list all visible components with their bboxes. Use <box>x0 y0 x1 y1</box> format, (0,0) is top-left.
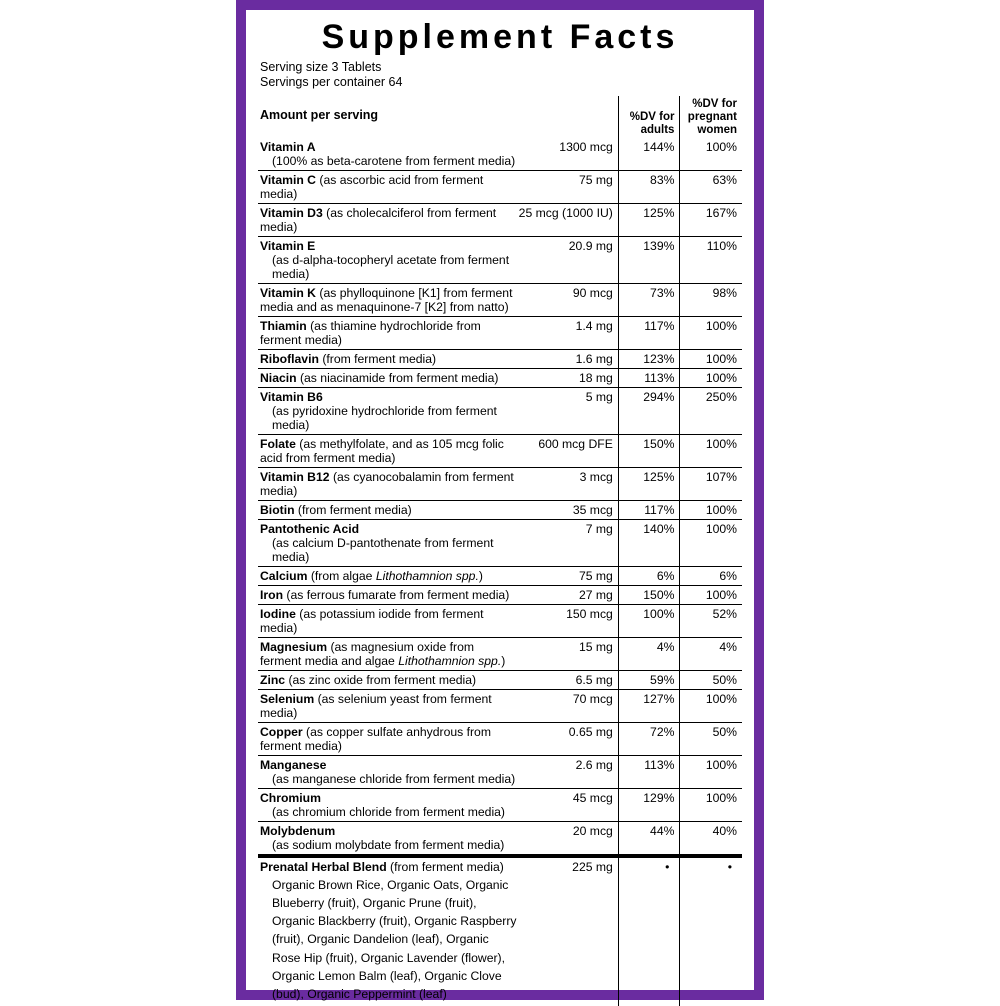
nutrient-name: Thiamin <box>260 318 307 333</box>
table-row <box>258 755 742 788</box>
table-row <box>258 138 742 171</box>
amount-cell: 3 mcg <box>519 467 619 500</box>
nutrient-name: Copper <box>260 724 303 739</box>
dv-adults-cell: 150% <box>618 434 680 467</box>
table-row <box>258 467 742 500</box>
table-row <box>258 566 742 585</box>
dv-pregnant-cell: 6% <box>680 566 742 585</box>
amount-cell: 150 mcg <box>519 604 619 637</box>
dv-pregnant-header: %DV for pregnant women <box>680 96 742 138</box>
nutrient-name: Iodine <box>260 606 296 621</box>
dv-adults-cell: 125% <box>618 203 680 236</box>
nutrient-cell <box>258 138 519 171</box>
nutrient-cell <box>258 604 519 637</box>
amount-cell: 6.5 mg <box>519 670 619 689</box>
dv-pregnant-cell: 167% <box>680 203 742 236</box>
nutrient-cell <box>258 585 519 604</box>
blend-name: Prenatal Herbal Blend <box>260 859 387 874</box>
nutrient-cell <box>258 637 519 670</box>
nutrient-detail: (as ferrous fumarate from ferment media) <box>286 587 510 602</box>
nutrient-name: Calcium <box>260 568 308 583</box>
nutrient-detail: (as magnesium oxide from ferment media and algae Lithothamnion spp.) <box>260 639 506 668</box>
dv-pregnant-cell: 4% <box>680 637 742 670</box>
nutrient-name: Vitamin A <box>260 139 316 154</box>
nutrient-cell <box>258 500 519 519</box>
dv-pregnant-cell: 40% <box>680 821 742 856</box>
dv-pregnant-cell: 100% <box>680 316 742 349</box>
dv-pregnant-cell: 110% <box>680 236 742 283</box>
dv-adults-cell: 117% <box>618 316 680 349</box>
table-row <box>258 349 742 368</box>
nutrient-detail: (as thiamine hydrochloride from ferment media) <box>260 318 481 347</box>
nutrient-name: Vitamin K <box>260 285 316 300</box>
table-row <box>258 368 742 387</box>
nutrient-detail: (as selenium yeast from ferment media) <box>260 691 492 720</box>
nutrient-cell <box>258 689 519 722</box>
dv-adults-cell: 117% <box>618 500 680 519</box>
amount-cell: 1.6 mg <box>519 349 619 368</box>
nutrient-name: Folate <box>260 436 296 451</box>
dv-pregnant-cell: 100% <box>680 519 742 566</box>
nutrient-detail: (as pyridoxine hydrochloride from ferment media) <box>272 403 497 432</box>
dv-pregnant-cell: 50% <box>680 722 742 755</box>
table-row <box>258 689 742 722</box>
nutrient-name: Niacin <box>260 370 297 385</box>
dv-pregnant-cell: 100% <box>680 138 742 171</box>
dv-pregnant-cell: 100% <box>680 585 742 604</box>
serving-size: Serving size 3 Tablets <box>260 59 382 74</box>
nutrient-detail: (as copper sulfate anhydrous from ferment media) <box>260 724 491 753</box>
nutrient-cell <box>258 368 519 387</box>
nutrient-detail: (as phylloquinone [K1] from ferment media and as menaquinone-7 [K2] from natto) <box>260 285 513 314</box>
nutrient-name: Selenium <box>260 691 315 706</box>
dv-adults-cell: 140% <box>618 519 680 566</box>
dv-adults-cell: 72% <box>618 722 680 755</box>
table-row <box>258 387 742 434</box>
nutrient-cell <box>258 434 519 467</box>
amount-cell: 75 mg <box>519 170 619 203</box>
nutrient-detail: (as chromium chloride from ferment media) <box>272 804 505 819</box>
dv-pregnant-cell: 100% <box>680 349 742 368</box>
nutrient-cell <box>258 821 519 856</box>
dv-adults-cell: 113% <box>618 368 680 387</box>
amount-cell: 20.9 mg <box>519 236 619 283</box>
amount-cell: 15 mg <box>519 637 619 670</box>
nutrition-table <box>258 96 742 1006</box>
nutrient-cell <box>258 722 519 755</box>
dv-pregnant-cell: 50% <box>680 670 742 689</box>
table-row <box>258 283 742 316</box>
nutrient-cell <box>258 788 519 821</box>
amount-cell: 600 mcg DFE <box>519 434 619 467</box>
amount-cell: 45 mcg <box>519 788 619 821</box>
nutrient-cell <box>258 519 519 566</box>
label-panel <box>246 10 754 1002</box>
nutrient-name: Riboflavin <box>260 351 319 366</box>
dv-adults-cell: 100% <box>618 604 680 637</box>
nutrient-cell <box>258 670 519 689</box>
nutrient-detail: (as sodium molybdate from ferment media) <box>272 837 505 852</box>
table-row <box>258 670 742 689</box>
nutrient-cell <box>258 387 519 434</box>
nutrient-cell <box>258 203 519 236</box>
nutrient-cell <box>258 236 519 283</box>
nutrient-cell <box>258 283 519 316</box>
nutrient-detail: (from algae Lithothamnion spp.) <box>310 568 483 583</box>
purple-border-frame <box>236 0 764 1000</box>
table-row <box>258 203 742 236</box>
nutrient-detail: (as calcium D-pantothenate from ferment media) <box>272 535 494 564</box>
table-row <box>258 236 742 283</box>
table-row <box>258 637 742 670</box>
amount-cell: 1.4 mg <box>519 316 619 349</box>
table-row <box>258 821 742 856</box>
amount-cell: 35 mcg <box>519 500 619 519</box>
page-title: Supplement Facts <box>321 18 679 56</box>
table-row <box>258 722 742 755</box>
dv-adults-header: %DV for adults <box>618 96 680 138</box>
dv-pregnant-cell: 100% <box>680 755 742 788</box>
nutrient-detail: (from ferment media) <box>297 502 412 517</box>
dv-pregnant-cell: 52% <box>680 604 742 637</box>
dv-adults-cell: 6% <box>618 566 680 585</box>
amount-cell: 18 mg <box>519 368 619 387</box>
dv-adults-cell: 83% <box>618 170 680 203</box>
dv-pregnant-cell: 63% <box>680 170 742 203</box>
nutrient-name: Magnesium <box>260 639 328 654</box>
amount-cell: 25 mcg (1000 IU) <box>519 203 619 236</box>
amount-cell: 27 mg <box>519 585 619 604</box>
dv-pregnant-cell: 100% <box>680 500 742 519</box>
nutrient-detail: (as niacinamide from ferment media) <box>299 370 499 385</box>
nutrient-name: Zinc <box>260 672 286 687</box>
dv-pregnant-cell: 250% <box>680 387 742 434</box>
nutrient-detail: (as methylfolate, and as 105 mcg folic acid from ferment media) <box>260 436 504 465</box>
nutrient-name: Chromium <box>260 790 321 805</box>
nutrient-cell <box>258 467 519 500</box>
nutrient-name: Biotin <box>260 502 295 517</box>
table-row <box>258 434 742 467</box>
nutrient-detail: (as cholecalciferol from ferment media) <box>260 205 497 234</box>
blend-detail: (from ferment media) <box>390 859 504 874</box>
dv-pregnant-cell: 100% <box>680 788 742 821</box>
table-row <box>258 316 742 349</box>
nutrient-name: Molybdenum <box>260 823 336 838</box>
nutrient-name: Vitamin C <box>260 172 316 187</box>
table-header-row <box>258 96 742 138</box>
dv-adults-cell: 129% <box>618 788 680 821</box>
dv-adults-cell: 59% <box>618 670 680 689</box>
dv-adults-cell: 125% <box>618 467 680 500</box>
dv-pregnant-cell: 100% <box>680 689 742 722</box>
amount-cell: 2.6 mg <box>519 755 619 788</box>
blend-cell <box>258 856 519 1006</box>
amount-cell: 75 mg <box>519 566 619 585</box>
table-row <box>258 788 742 821</box>
nutrient-cell <box>258 566 519 585</box>
nutrient-detail: (as manganese chloride from ferment media) <box>272 771 516 786</box>
dv-adults-cell: 123% <box>618 349 680 368</box>
nutrient-detail: (100% as beta-carotene from ferment media) <box>272 153 516 168</box>
nutrient-cell <box>258 170 519 203</box>
nutrient-detail: (as potassium iodide from ferment media) <box>260 606 484 635</box>
dv-pregnant-cell: 100% <box>680 434 742 467</box>
dv-adults-cell: 44% <box>618 821 680 856</box>
nutrient-name: Vitamin B12 <box>260 469 330 484</box>
dv-adults-cell: 4% <box>618 637 680 670</box>
blend-amount-cell: 225 mg <box>572 859 613 874</box>
table-row <box>258 519 742 566</box>
nutrient-name: Vitamin E <box>260 238 316 253</box>
nutrient-detail: (as cyanocobalamin from ferment media) <box>260 469 514 498</box>
amount-cell: 70 mcg <box>519 689 619 722</box>
nutrient-detail: (as zinc oxide from ferment media) <box>288 672 477 687</box>
herbal-blend-row <box>258 856 742 1006</box>
species-name: Lithothamnion spp. <box>375 568 479 583</box>
dv-adults-cell: 127% <box>618 689 680 722</box>
dv-adults-cell: 294% <box>618 387 680 434</box>
blend-dv-pregnant-cell: • <box>680 856 742 1006</box>
blend-dv-adults-cell: • <box>618 856 680 1006</box>
servings-per-container: Servings per container 64 <box>260 75 403 90</box>
nutrient-name: Vitamin D3 <box>260 205 323 220</box>
nutrient-cell <box>258 316 519 349</box>
dv-adults-cell: 113% <box>618 755 680 788</box>
dv-pregnant-cell: 100% <box>680 368 742 387</box>
amount-cell: 20 mcg <box>519 821 619 856</box>
dv-adults-cell: 144% <box>618 138 680 171</box>
amount-per-serving-header: Amount per serving <box>260 107 379 122</box>
nutrient-cell <box>258 349 519 368</box>
dv-adults-cell: 73% <box>618 283 680 316</box>
nutrient-name: Iron <box>260 587 284 602</box>
nutrient-name: Manganese <box>260 757 327 772</box>
table-row <box>258 585 742 604</box>
nutrient-name: Vitamin B6 <box>260 389 323 404</box>
blend-ingredients: Organic Brown Rice, Organic Oats, Organic Blueberry (fruit), Organic Prune (fruit), Organic Blackberry (fruit), Organic Raspberry (fruit), Organic Dandelion (leaf), Organic Rose Hip (fruit), Organic Lavender (flower), Organic Lemon Balm (leaf), Organic Clove (bud), Organic Peppermint (leaf) <box>272 877 517 1002</box>
species-name: Lithothamnion spp. <box>398 653 502 668</box>
table-row <box>258 604 742 637</box>
amount-cell: 0.65 mg <box>519 722 619 755</box>
amount-cell: 7 mg <box>519 519 619 566</box>
nutrient-name: Pantothenic Acid <box>260 521 360 536</box>
table-row <box>258 170 742 203</box>
table-row <box>258 500 742 519</box>
amount-cell: 1300 mcg <box>519 138 619 171</box>
nutrient-detail: (as ascorbic acid from ferment media) <box>260 172 484 201</box>
nutrient-detail: (from ferment media) <box>322 351 437 366</box>
nutrient-detail: (as d-alpha-tocopheryl acetate from ferment media) <box>272 252 510 281</box>
amount-cell: 90 mcg <box>519 283 619 316</box>
dv-pregnant-cell: 107% <box>680 467 742 500</box>
nutrient-cell <box>258 755 519 788</box>
amount-cell: 5 mg <box>519 387 619 434</box>
dv-adults-cell: 150% <box>618 585 680 604</box>
dv-adults-cell: 139% <box>618 236 680 283</box>
dv-pregnant-cell: 98% <box>680 283 742 316</box>
